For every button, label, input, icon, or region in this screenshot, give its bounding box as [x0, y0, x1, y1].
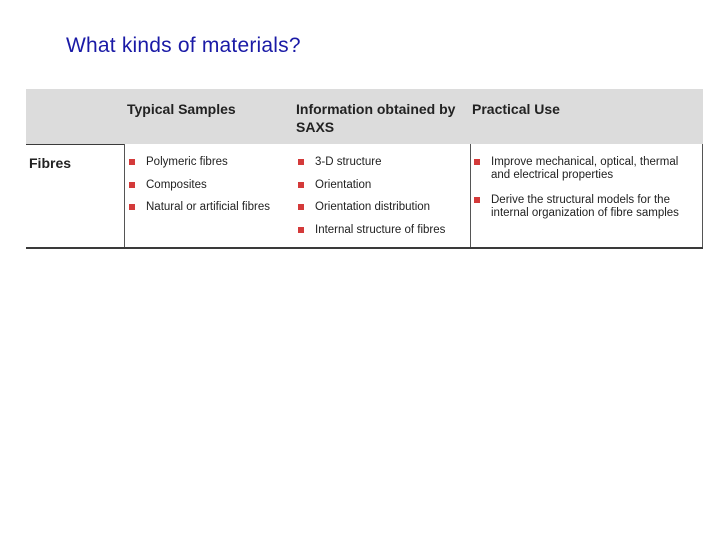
sample-text: Polymeric fibres [146, 156, 228, 168]
column-divider-3 [702, 144, 703, 248]
bullet-square-icon [474, 197, 480, 203]
info-text: 3-D structure [315, 156, 382, 168]
sample-text: Composites [146, 179, 207, 191]
bullet-square-icon [298, 182, 304, 188]
info-text: Internal structure of fibres [315, 224, 446, 236]
info-text: Orientation [315, 179, 372, 191]
column-header-practical-use: Practical Use [472, 101, 560, 117]
bullet-square-icon [474, 159, 480, 165]
column-divider-1 [124, 144, 125, 248]
bullet-square-icon [129, 159, 135, 165]
use-text: Derive the structural models for the internal organization of fibre samples [491, 194, 679, 219]
list-item [296, 201, 430, 214]
list-item [127, 156, 228, 169]
info-text: Orientation distribution [315, 201, 431, 213]
list-item [127, 201, 270, 214]
materials-table [26, 89, 703, 249]
slide-title: What kinds of materials? [66, 34, 301, 57]
bullet-square-icon [129, 182, 135, 188]
list-item [296, 179, 371, 192]
list-item [472, 194, 701, 220]
row-label-fibres: Fibres [29, 155, 72, 171]
row-divider-bottom [26, 247, 703, 249]
row-divider-top [26, 144, 124, 145]
sample-text: Natural or artificial fibres [146, 201, 270, 213]
column-divider-2 [470, 144, 471, 248]
list-item [296, 224, 445, 237]
bullet-square-icon [298, 204, 304, 210]
column-header-typical-samples: Typical Samples [127, 101, 236, 117]
bullet-square-icon [298, 159, 304, 165]
use-text: Improve mechanical, optical, thermal and electrical properties [491, 156, 679, 181]
list-item [472, 156, 691, 182]
list-item [127, 179, 207, 192]
list-item [296, 156, 381, 169]
bullet-square-icon [129, 204, 135, 210]
bullet-square-icon [298, 227, 304, 233]
column-header-information-obtained: Information obtained by SAXS [296, 101, 456, 135]
